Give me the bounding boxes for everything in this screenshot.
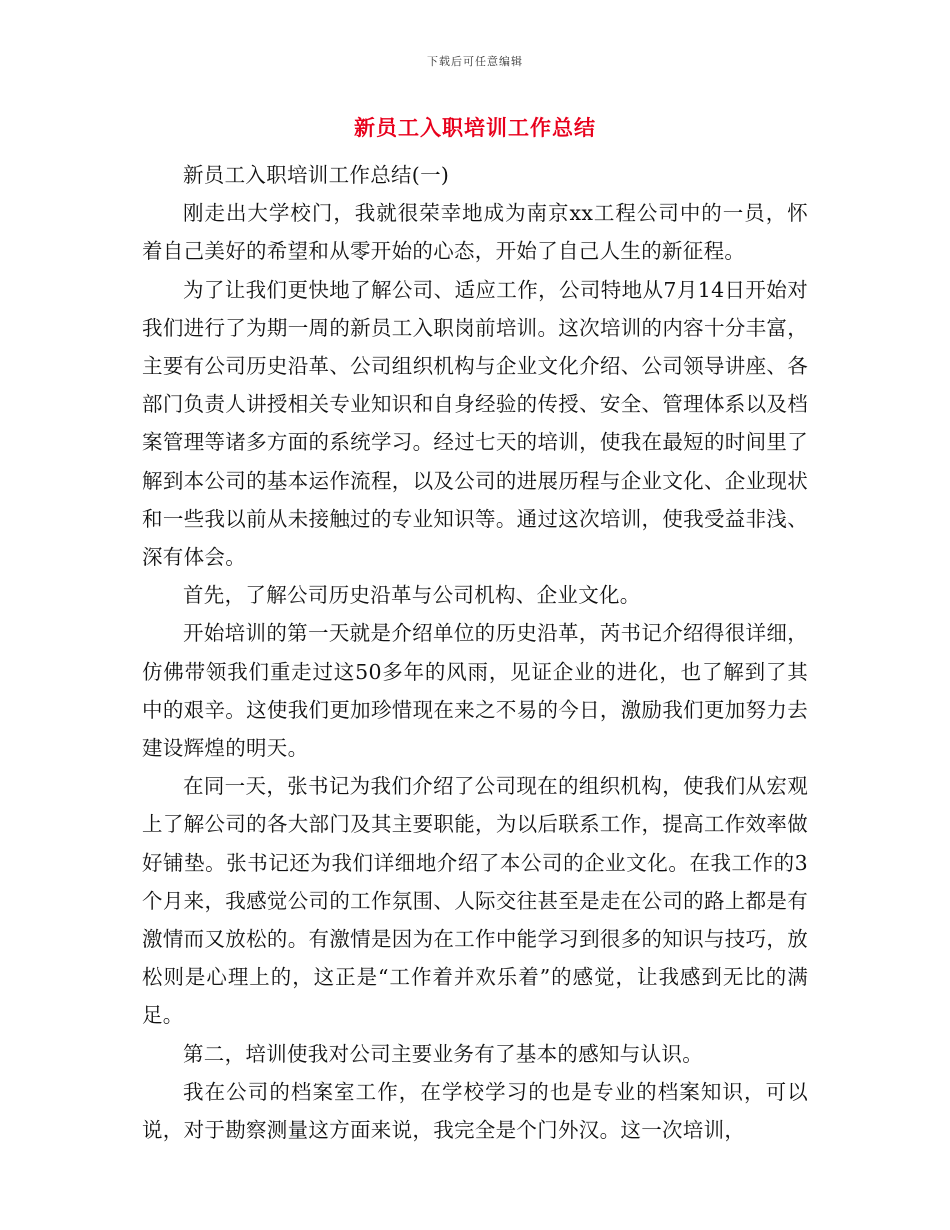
- paragraph: 为了让我们更快地了解公司、适应工作，公司特地从7月14日开始对我们进行了为期一周的新员工入职岗前培训。这次培训的内容十分丰富，主要有公司历史沿革、公司组织机构与企业文化介绍、公司领导讲座、各部门负责人讲授相关专业知识和自身经验的传授、安全、管理体系以及档案管理等诸多方面的系统学习。经过七天的培训，使我在最短的时间里了解到本公司的基本运作流程，以及公司的进展历程与企业文化、企业现状和一些我以前从未接触过的专业知识等。通过这次培训，使我受益非浅、深有体会。: [142, 277, 808, 570]
- paragraph: 开始培训的第一天就是介绍单位的历史沿革，芮书记介绍得很详细，仿佛带领我们重走过这50多年的风雨，见证企业的进化，也了解到了其中的艰辛。这使我们更加珍惜现在来之不易的今日，激励我们更加努力去建设辉煌的明天。: [142, 621, 808, 761]
- paragraph: 我在公司的档案室工作，在学校学习的也是专业的档案知识，可以说，对于勘察测量这方面来说，我完全是个门外汉。这一次培训，: [142, 1079, 808, 1143]
- header-note: 下载后可任意编辑: [427, 55, 523, 68]
- paragraph: 首先，了解公司历史沿革与公司机构、企业文化。: [183, 583, 641, 608]
- document-title: 新员工入职培训工作总结: [354, 115, 596, 140]
- paragraph: 在同一天，张书记为我们介绍了公司现在的组织机构，使我们从宏观上了解公司的各大部门及其主要职能，为以后联系工作，提高工作效率做好铺垫。张书记还为我们详细地介绍了本公司的企业文化。在我工作的3个月来，我感觉公司的工作氛围、人际交往甚至是走在公司的路上都是有激情而又放松的。有激情是因为在工作中能学习到很多的知识与技巧，放松则是心理上的，这正是“工作着并欢乐着”的感觉，让我感到无比的满足。: [142, 774, 808, 1028]
- paragraph: 刚走出大学校门，我就很荣幸地成为南京xx工程公司中的一员，怀着自己美好的希望和从零开始的心态，开始了自己人生的新征程。: [142, 201, 808, 264]
- paragraph-subtitle: 新员工入职培训工作总结(一): [183, 163, 450, 187]
- document-body: [142, 156, 808, 1149]
- paragraph: 第二，培训使我对公司主要业务有了基本的感知与认识。: [183, 1041, 703, 1066]
